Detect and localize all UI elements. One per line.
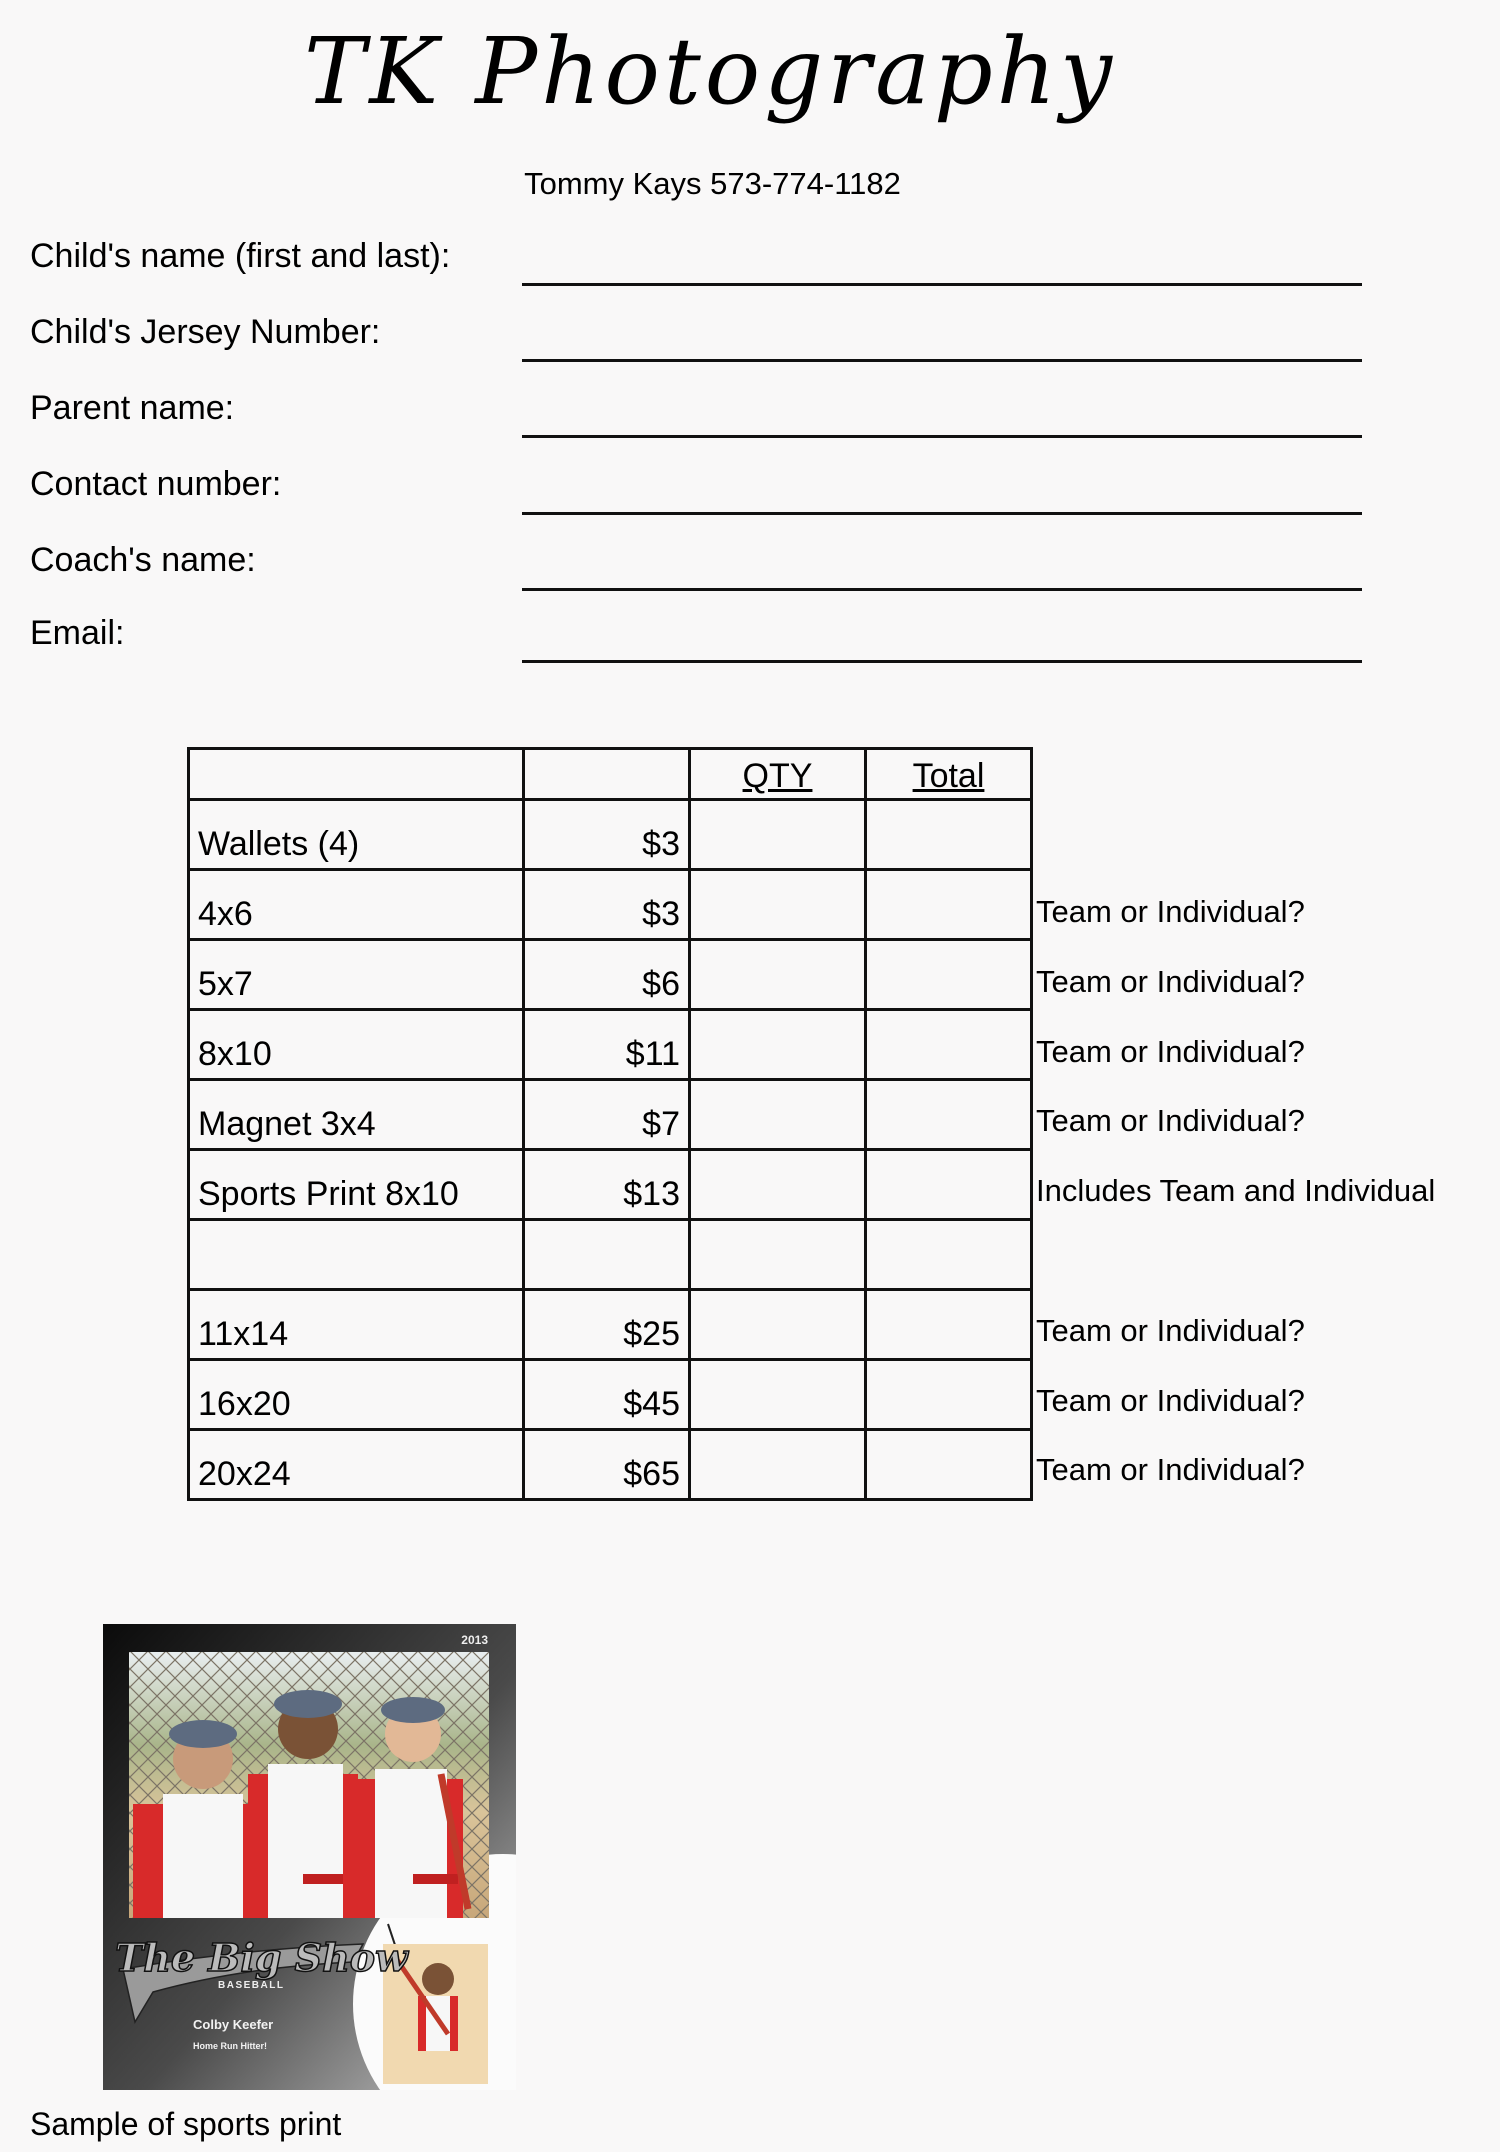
total-cell[interactable] [866,1150,1032,1220]
item-name: Wallets (4) [189,800,524,870]
price-table [187,747,1033,1501]
total-cell[interactable] [866,800,1032,870]
table-row [189,870,1032,940]
table-row [189,1290,1032,1360]
total-cell[interactable] [866,1220,1032,1290]
sample-year: 2013 [461,1633,488,1647]
qty-cell[interactable] [690,1360,866,1430]
qty-cell[interactable] [690,940,866,1010]
item-price: $45 [524,1360,690,1430]
qty-cell[interactable] [690,870,866,940]
item-price: $6 [524,940,690,1010]
child-name-input-line[interactable] [522,283,1362,286]
item-price: $3 [524,800,690,870]
row-note: Includes Team and Individual [1036,1173,1436,1208]
qty-cell[interactable] [690,1290,866,1360]
sample-logo-text: The Big Show [115,1935,408,1980]
sample-player-tagline: Home Run Hitter! [193,2041,267,2051]
total-cell[interactable] [866,1360,1032,1430]
table-row [189,1430,1032,1500]
total-cell[interactable] [866,870,1032,940]
company-title: TK Photography [303,18,1117,125]
item-name: 5x7 [189,940,524,1010]
sports-print-sample-image [103,1624,516,2090]
item-price: $11 [524,1010,690,1080]
contact-number-input-line[interactable] [522,512,1362,515]
total-cell[interactable] [866,1430,1032,1500]
total-cell[interactable] [866,1290,1032,1360]
qty-cell[interactable] [690,800,866,870]
sample-player-name: Colby Keefer [193,2017,274,2032]
field-label-jersey-number: Child's Jersey Number: [30,313,381,351]
row-note: Team or Individual? [1036,1034,1305,1069]
header-qty: QTY [742,757,813,795]
parent-name-input-line[interactable] [522,435,1362,438]
table-row [189,800,1032,870]
field-label-coach-name: Coach's name: [30,541,256,579]
contact-info: Tommy Kays 573-774-1182 [524,166,901,201]
sample-caption: Sample of sports print [30,2106,342,2142]
field-label-email: Email: [30,614,125,652]
row-note: Team or Individual? [1036,1313,1305,1348]
table-row [189,1080,1032,1150]
field-label-parent-name: Parent name: [30,389,235,427]
row-note: Team or Individual? [1036,964,1305,999]
item-name: 4x6 [189,870,524,940]
header-price [524,749,690,800]
field-label-child-name: Child's name (first and last): [30,237,451,275]
item-price: $13 [524,1150,690,1220]
total-cell[interactable] [866,1010,1032,1080]
item-price [524,1220,690,1290]
item-price: $25 [524,1290,690,1360]
table-row-empty [189,1220,1032,1290]
total-cell[interactable] [866,1080,1032,1150]
item-price: $3 [524,870,690,940]
field-label-contact-number: Contact number: [30,465,282,503]
row-note: Team or Individual? [1036,894,1305,929]
table-row [189,1150,1032,1220]
table-row [189,1010,1032,1080]
item-name: 20x24 [189,1430,524,1500]
item-name: Magnet 3x4 [189,1080,524,1150]
total-cell[interactable] [866,940,1032,1010]
sample-logo-sub: BASEBALL [218,1980,285,1991]
qty-cell[interactable] [690,1150,866,1220]
item-name [189,1220,524,1290]
email-input-line[interactable] [522,660,1362,663]
header-total: Total [912,757,985,795]
row-note: Team or Individual? [1036,1103,1305,1138]
item-name: 8x10 [189,1010,524,1080]
item-price: $7 [524,1080,690,1150]
row-note: Team or Individual? [1036,1452,1305,1487]
qty-cell[interactable] [690,1220,866,1290]
table-row [189,1360,1032,1430]
table-header-row [189,749,1032,800]
row-note: Team or Individual? [1036,1383,1305,1418]
qty-cell[interactable] [690,1080,866,1150]
header-item [189,749,524,800]
table-row [189,940,1032,1010]
jersey-number-input-line[interactable] [522,359,1362,362]
item-price: $65 [524,1430,690,1500]
qty-cell[interactable] [690,1430,866,1500]
item-name: 16x20 [189,1360,524,1430]
item-name: 11x14 [189,1290,524,1360]
qty-cell[interactable] [690,1010,866,1080]
coach-name-input-line[interactable] [522,588,1362,591]
item-name: Sports Print 8x10 [189,1150,524,1220]
